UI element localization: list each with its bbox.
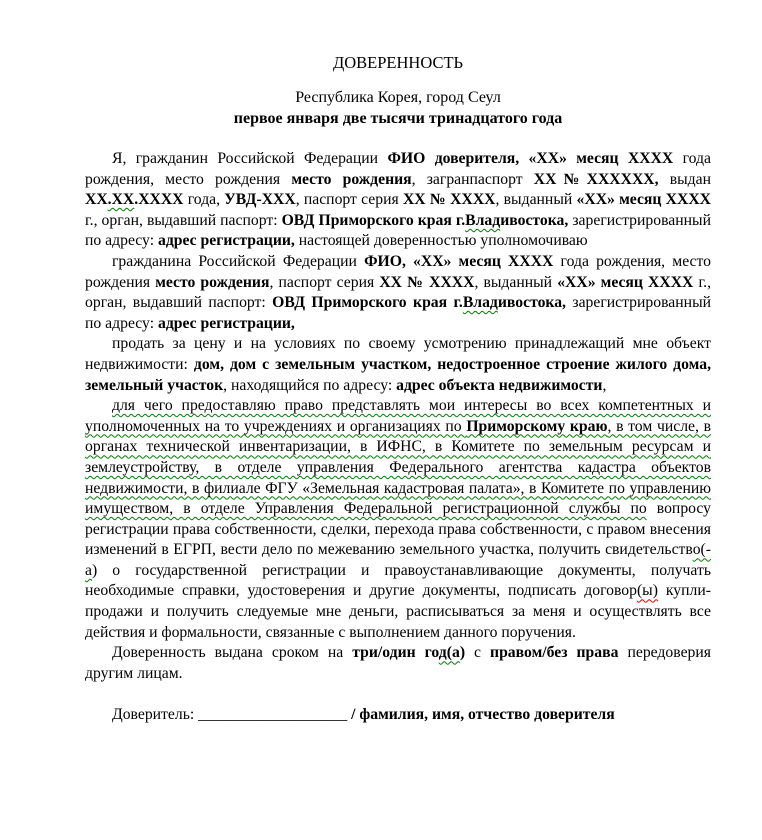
document-title: ДОВЕРЕННОСТЬ <box>332 53 464 72</box>
text-run: место рождения <box>155 273 270 291</box>
document-place-line: Республика Корея, город Сеул <box>295 89 501 106</box>
text-run: ФИО, «ХХ» месяц ХХХХ <box>364 252 554 270</box>
paragraph-attorney <box>85 252 711 334</box>
document-body <box>85 149 711 726</box>
text-run: года, <box>183 191 225 209</box>
text-run: купли-продажи и получить следуемые мне деньги, расписываться за меня и осуществлять все действия и формальности, связанные с выполнением данного поручения. <box>85 582 711 641</box>
paragraph-principal <box>85 149 711 252</box>
paragraph-powers <box>85 396 711 643</box>
text-run: Доверенность выдана сроком на <box>112 644 353 662</box>
paragraph-term <box>85 643 711 684</box>
signature-line <box>85 705 711 726</box>
text-run-green-squiggle: Приморскому краю <box>466 417 608 435</box>
text-run: , загранпаспорт <box>411 170 534 188</box>
text-run: , выданный <box>495 191 577 209</box>
text-run-green-squiggle: .ХХ <box>107 191 135 209</box>
text-run: , выданный <box>474 273 558 291</box>
text-run-green-squiggle: д(а <box>438 644 460 662</box>
text-run: ОВД Приморского края г. <box>272 294 463 312</box>
text-run: ивостока, <box>500 211 569 229</box>
text-run: ОВД Приморского края г. <box>281 211 466 229</box>
document-date-line: первое января две тысячи тринадцатого года <box>233 110 563 127</box>
text-run-red-squiggle: (ы) <box>636 582 658 600</box>
text-run: с <box>465 644 491 662</box>
text-run: Доверитель: <box>112 706 199 724</box>
text-run: зарегистрированный по адресу: <box>85 211 711 250</box>
paragraph-property <box>85 334 711 396</box>
text-run: ___________________ <box>198 706 348 724</box>
text-run: адрес регистрации, <box>157 314 295 332</box>
text-run-green-squiggle: Влад <box>465 211 501 229</box>
text-run: передоверия другим лицам. <box>85 644 711 682</box>
text-run: ХХ№ХХХХХХ, <box>533 170 659 188</box>
text-run: , паспорт серия <box>269 273 380 291</box>
text-run: зарегистрированный по адресу: <box>85 294 711 332</box>
text-run: правом/без права <box>490 644 619 662</box>
text-run-green-squiggle: для чего предоставляю право представлять мои интересы во всех компетентных и уполномоченных на то учреждениях и организациях по <box>85 397 711 435</box>
text-run-green-squiggle: , в том числе, в органах технической инвентаризации, в ИФНС, в Комитете по земельным ресурсам и землеустройству, в отделе управления Федерального агентства кадастра объектов недвижимости, в филиале ФГУ «Земельная кадастровая палата», в Комитете по управлению имуществом, в отделе Управления Федеральной регистрационной службы по <box>85 417 711 518</box>
text-run: УВД-ХХХ <box>224 191 296 209</box>
text-run: ) <box>459 644 466 662</box>
text-run: «ХХ» месяц ХХХХ <box>576 191 711 209</box>
text-run: года рождения, место рождения <box>85 252 711 291</box>
text-run: ХХ № ХХХХ <box>379 273 475 291</box>
text-run: г., орган, выдавший паспорт: <box>85 273 711 312</box>
text-run: выдан <box>658 170 711 188</box>
text-run: место рождения <box>291 170 412 188</box>
text-run: ивостока, <box>497 294 566 312</box>
text-run: три/один го <box>352 644 439 662</box>
text-run: , паспорт серия <box>295 191 403 209</box>
text-run: / фамилия, имя, отчество доверителя <box>347 706 615 724</box>
text-run: дом, дом с земельным участком, недостроенное строение жилого дома, земельный участок <box>85 355 711 394</box>
text-run: «ХХ» месяц ХХХХ <box>557 273 694 291</box>
text-run: , находящийся по адресу: <box>223 376 397 394</box>
text-run: вопросу регистрации права собственности, сделки, перехода права собственности, с правом внесения изменений в ЕГРП, вести дело по межеванию земельного участка, получить свидетельств <box>85 500 712 559</box>
text-run: ФИО доверителя, «ХХ» месяц ХХХХ <box>387 150 674 167</box>
text-run: настоящей доверенностью уполномочиваю <box>294 232 588 250</box>
text-run: .ХХХХ <box>134 191 184 209</box>
text-run: г., орган, выдавший паспорт: <box>85 211 282 229</box>
text-run-green-squiggle: о(-а <box>85 541 711 579</box>
text-run: ) о государственной регистрации и правоустанавливающие документы, получать необходимые справки, удостоверения и другие документы, подписать договор <box>85 561 711 600</box>
text-run: Я, гражданин Российской Федерации <box>112 150 388 167</box>
text-run: , <box>602 376 607 394</box>
text-run: гражданина Российской Федерации <box>112 252 365 270</box>
text-run: ХХ <box>85 191 108 209</box>
text-run: адрес объекта недвижимости <box>396 376 603 394</box>
text-run: адрес регистрации, <box>157 232 295 250</box>
text-run: года рождения, место рождения <box>85 150 711 188</box>
text-run: ХХ № ХХХХ <box>402 191 496 209</box>
text-run-green-squiggle: Влад <box>462 294 498 312</box>
text-run: продать за цену и на условиях по своему усмотрению принадлежащий мне объект недвижимости: <box>85 335 711 373</box>
